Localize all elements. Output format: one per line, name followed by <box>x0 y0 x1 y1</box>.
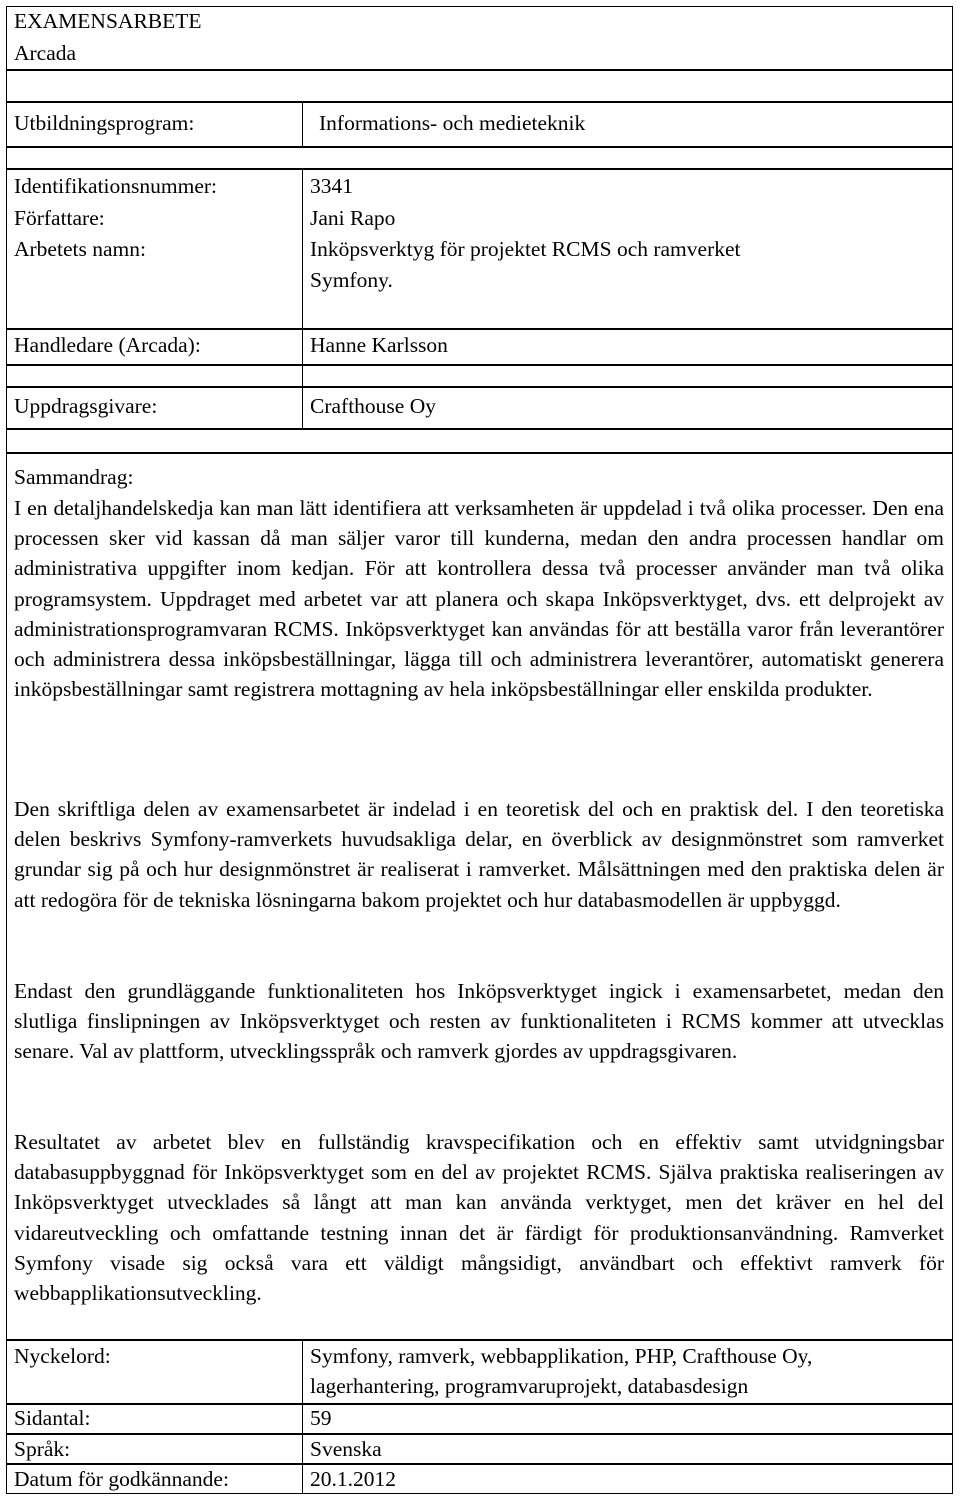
author-label: Författare: <box>14 206 105 230</box>
thesis-abstract-page <box>6 6 953 1494</box>
column-divider <box>302 169 303 429</box>
keywords-label: Nyckelord: <box>14 1344 111 1368</box>
program-value: Informations- och medieteknik <box>319 111 586 135</box>
id-label: Identifikationsnummer: <box>14 174 218 198</box>
keywords-line-1: Symfony, ramverk, webbapplikation, PHP, Crafthouse Oy, <box>310 1344 813 1368</box>
title-label: Arbetets namn: <box>14 237 146 261</box>
keywords-line-2: lagerhantering, programvaruprojekt, databasdesign <box>310 1374 749 1398</box>
date-row <box>6 1464 953 1494</box>
column-divider <box>302 102 303 147</box>
abstract-block <box>6 453 953 1340</box>
date-value: 20.1.2012 <box>310 1467 396 1491</box>
commissioner-row <box>6 387 953 429</box>
id-value: 3341 <box>310 174 353 198</box>
abstract-paragraph-2: Den skriftliga delen av examensarbetet är indelad i en teoretisk del och en praktisk del. I den teoretiska delen beskrivs Symfony-ramverkets huvudsakliga delar, en överblick av designmönstret som ramverket grundar sig på och hur designmönstret är realiserat i ramverket. Målsättningen med den praktiska delen är att redogöra för de tekniska lösningarna bakom projektet och hur databasmodellen är uppbyggd. <box>14 797 944 912</box>
title-line-2: Symfony. <box>310 268 393 292</box>
date-label: Datum för godkännande: <box>14 1467 229 1491</box>
title-line-1: Inköpsverktyg för projektet RCMS och ramverket <box>310 237 741 261</box>
abstract-label: Sammandrag: <box>14 465 134 489</box>
header-row <box>6 6 953 70</box>
institution: Arcada <box>14 41 77 65</box>
language-value: Svenska <box>310 1437 382 1461</box>
language-label: Språk: <box>14 1437 71 1461</box>
supervisor-value: Hanne Karlsson <box>310 333 448 357</box>
program-row <box>6 102 953 147</box>
abstract-paragraph-3: Endast den grundläggande funktionaliteten hos Inköpsverktyget ingick i examensarbetet, medan den slutliga finslipningen av Inköpsverktyget och resten av funktionaliteten i RCMS kommer att utvecklas senare. Val av plattform, utvecklingsspråk och ramverk gjordes av uppdragsgivaren. <box>14 979 944 1064</box>
pages-row <box>6 1404 953 1434</box>
pages-label: Sidantal: <box>14 1406 91 1430</box>
info-block <box>6 169 953 329</box>
program-label: Utbildningsprogram: <box>14 111 195 135</box>
author-value: Jani Rapo <box>310 206 396 230</box>
spacer-row <box>6 70 953 102</box>
keywords-row <box>6 1340 953 1404</box>
abstract-paragraph-1: I en detaljhandelskedja kan man lätt identifiera att verksamheten är uppdelad i två olika processer. Den ena processen sker vid kassan då man säljer varor till kunderna, medan den andra processen handlar om administrativa uppgifter inom kedjan. För att kontrollera dessa två processer använder man två olika programsystem. Uppdraget med arbetet var att planera och skapa Inköpsverktyget, dvs. ett delprojekt av administrationsprogramvaran RCMS. Inköpsverktyget kan användas för att beställa varor från leverantörer och administrera dessa inköpsbeställningar, lägga till och administrera leverantörer, automatiskt generera inköpsbeställningar samt registrera mottagning av hela inköpsbeställningar eller enskilda produkter. <box>14 496 944 702</box>
spacer-row <box>6 429 953 453</box>
doc-type: EXAMENSARBETE <box>14 9 202 33</box>
commissioner-label: Uppdragsgivare: <box>14 394 158 418</box>
spacer-row <box>6 147 953 169</box>
abstract-paragraph-4: Resultatet av arbetet blev en fullständig kravspecifikation och en effektiv samt utvidgningsbar databasuppbyggnad för Inköpsverktyget som en del av projektet RCMS. Själva praktiska realiseringen av Inköpsverktyget utvecklades så långt att man kan använda verktyget, men det kräver en hel del vidareutveckling och omfattande testning innan det är färdigt för produktionsanvändning. Ramverket Symfony visade sig också vara ett väldigt mångsidigt, användbart och effektivt ramverk för webbapplikationsutveckling. <box>14 1130 944 1306</box>
supervisor-row <box>6 329 953 365</box>
pages-value: 59 <box>310 1406 332 1430</box>
supervisor-label: Handledare (Arcada): <box>14 333 201 357</box>
column-divider <box>302 1340 303 1494</box>
commissioner-value: Crafthouse Oy <box>310 394 436 418</box>
spacer-row <box>6 365 953 387</box>
language-row <box>6 1434 953 1464</box>
